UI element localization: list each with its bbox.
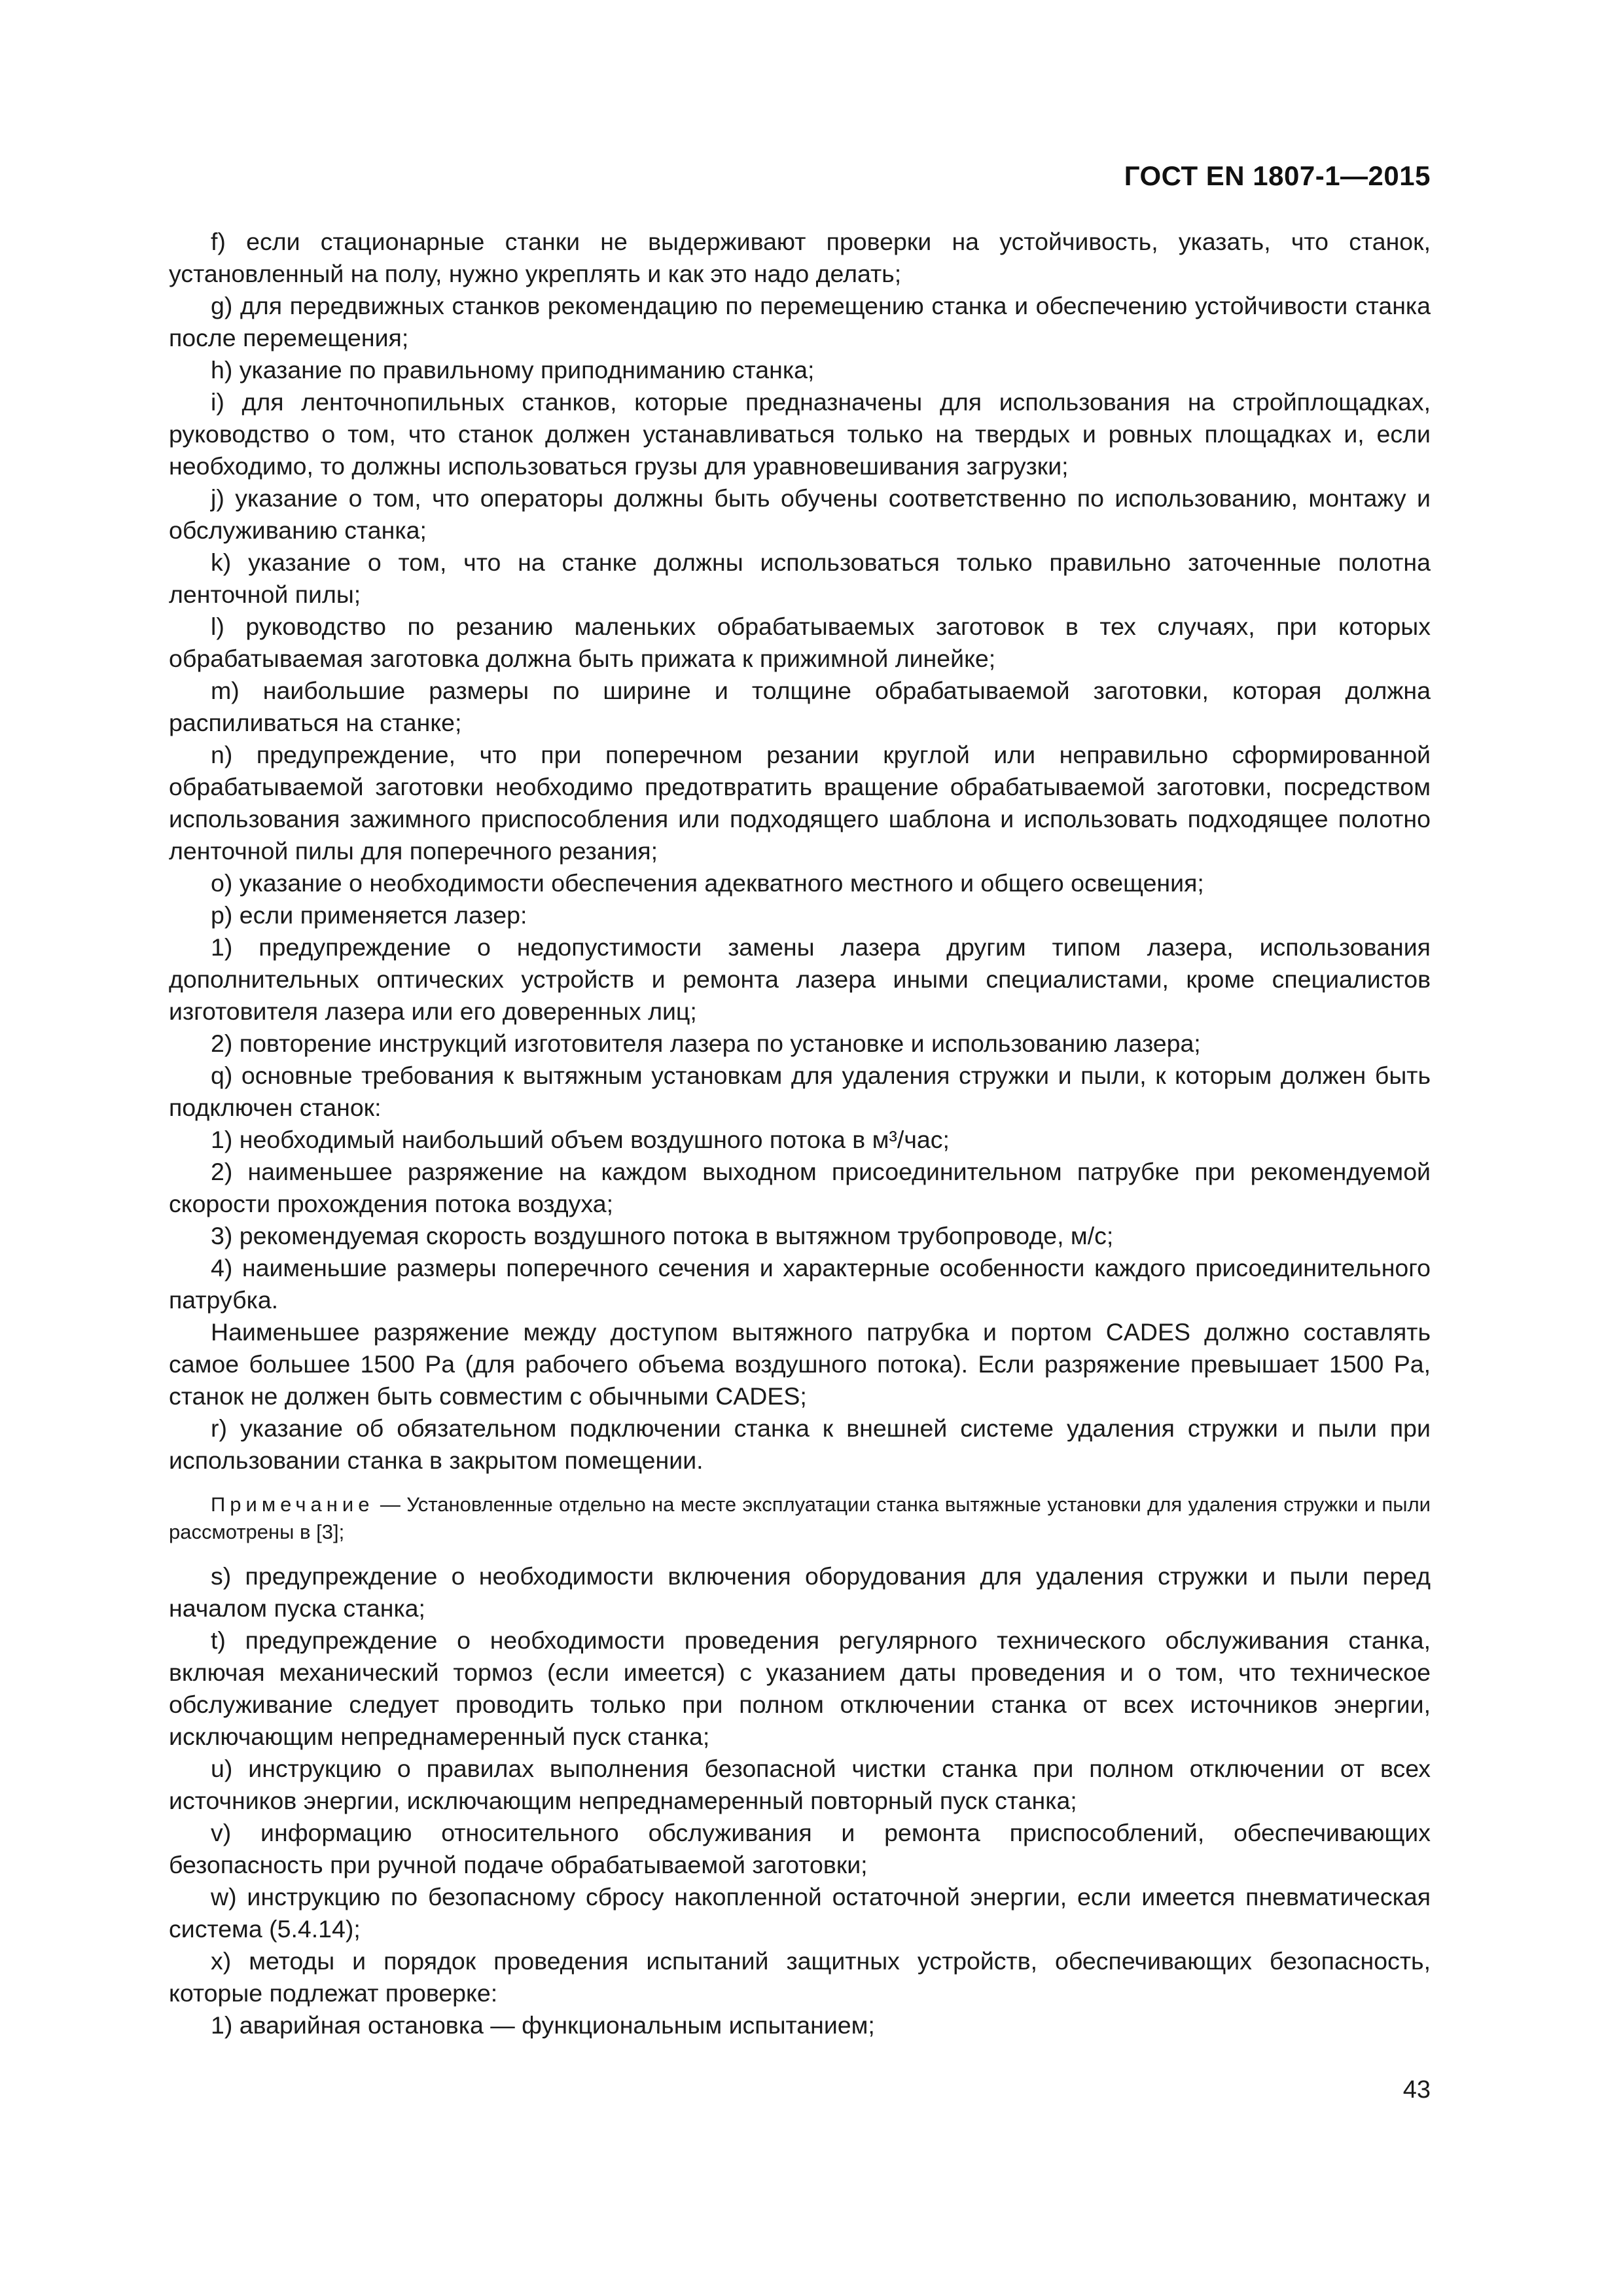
list-item-p-1: 1) предупреждение о недопустимости замены лазера другим типом лазера, использования дополнительных оптических устройств и ремонта лазера иными специалистами, кроме специалистов изготовителя лазера или его доверенных лиц;: [169, 933, 1431, 1025]
list-item-g: g) для передвижных станков рекомендацию по перемещению станка и обеспечению устойчивости станка после перемещения;: [169, 292, 1431, 351]
note-label: Примечание: [211, 1493, 374, 1516]
list-item-p-2: 2) повторение инструкций изготовителя лазера по установке и использованию лазера;: [211, 1030, 1201, 1057]
list-item-q: q) основные требования к вытяжным установкам для удаления стружки и пыли, к которым должен быть подключен станок:: [169, 1062, 1431, 1121]
list-item-i: i) для ленточнопильных станков, которые предназначены для использования на стройплощадках, руководство о том, что станок должен устанавливаться только на твердых и ровных площадках и, если необходимо, то должны использоваться грузы для уравновешивания загрузки;: [169, 388, 1431, 480]
list-item-u: u) инструкцию о правилах выполнения безопасной чистки станка при полном отключении от всех источников энергии, исключающим непреднамеренный повторный пуск станка;: [169, 1755, 1431, 1814]
list-item-x-1: 1) аварийная остановка — функциональным испытанием;: [211, 2011, 875, 2039]
list-item-l: l) руководство по резанию маленьких обрабатываемых заготовок в тех случаях, при которых обрабатываемая заготовка должна быть прижата к прижимной линейке;: [169, 613, 1431, 672]
list-item-n: n) предупреждение, что при поперечном резании круглой или неправильно сформированной обрабатываемой заготовки необходимо предотвратить вращение обрабатываемой заготовки, посредством использования зажимного приспособления или подходящего шаблона и использовать подходящее полотно ленточной пилы для поперечного резания;: [169, 741, 1431, 865]
list-item-p: p) если применяется лазер:: [211, 901, 527, 929]
list-item-s: s) предупреждение о необходимости включения оборудования для удаления стружки и пыли перед началом пуска станка;: [169, 1562, 1431, 1622]
cades-paragraph: Наименьшее разряжение между доступом вытяжного патрубка и портом CADES должно составлять самое большее 1500 Pa (для рабочего объема воздушного потока). Если разряжение превышает 1500 Pa, станок не должен быть совместим с обычными CADES;: [169, 1318, 1431, 1410]
list-item-v: v) информацию относительного обслуживания и ремонта приспособлений, обеспечивающих безопасность при ручной подаче обрабатываемой заготовки;: [169, 1819, 1431, 1878]
note: [169, 1491, 1431, 1546]
list-item-f: f) если стационарные станки не выдерживают проверки на устойчивость, указать, что станок, установленный на полу, нужно укреплять и как это надо делать;: [169, 228, 1431, 287]
list-item-q-1: 1) необходимый наибольший объем воздушного потока в м³/час;: [211, 1126, 950, 1153]
list-item-w: w) инструкцию по безопасному сбросу накопленной остаточной энергии, если имеется пневматическая система (5.4.14);: [169, 1883, 1431, 1943]
list-item-q-2: 2) наименьшее разряжение на каждом выходном присоединительном патрубке при рекомендуемой скорости прохождения потока воздуха;: [169, 1158, 1431, 1217]
list-item-k: k) указание о том, что на станке должны использоваться только правильно заточенные полотна ленточной пилы;: [169, 548, 1431, 608]
list-item-q-4: 4) наименьшие размеры поперечного сечения и характерные особенности каждого присоединительного патрубка.: [169, 1254, 1431, 1314]
list-item-t: t) предупреждение о необходимости проведения регулярного технического обслуживания станка, включая механический тормоз (если имеется) с указанием даты проведения и о том, что техническое обслуживание следует проводить только при полном отключении станка от всех источников энергии, исключающим непреднамеренный пуск станка;: [169, 1626, 1431, 1750]
document-header: ГОСТ EN 1807-1—2015: [1124, 160, 1431, 191]
list-item-r: r) указание об обязательном подключении станка к внешней системе удаления стружки и пыли при использовании станка в закрытом помещении.: [169, 1414, 1431, 1474]
list-item-x: x) методы и порядок проведения испытаний защитных устройств, обеспечивающих безопасность, которые подлежат проверке:: [169, 1947, 1431, 2007]
note-text: — Установленные отдельно на месте эксплуатации станка вытяжные установки для удаления стружки и пыли рассмотрены в [3];: [169, 1493, 1431, 1543]
list-item-h: h) указание по правильному приподниманию станка;: [211, 356, 815, 384]
list-item-o: o) указание о необходимости обеспечения адекватного местного и общего освещения;: [211, 869, 1204, 897]
page-number: 43: [1402, 2076, 1431, 2104]
list-item-q-3: 3) рекомендуемая скорость воздушного потока в вытяжном трубопроводе, м/с;: [211, 1222, 1114, 1249]
list-item-j: j) указание о том, что операторы должны быть обучены соответственно по использованию, монтажу и обслуживанию станка;: [169, 484, 1431, 544]
list-item-m: m) наибольшие размеры по ширине и толщине обрабатываемой заготовки, которая должна распиливаться на станке;: [169, 677, 1431, 736]
document-body: [169, 226, 1431, 2041]
